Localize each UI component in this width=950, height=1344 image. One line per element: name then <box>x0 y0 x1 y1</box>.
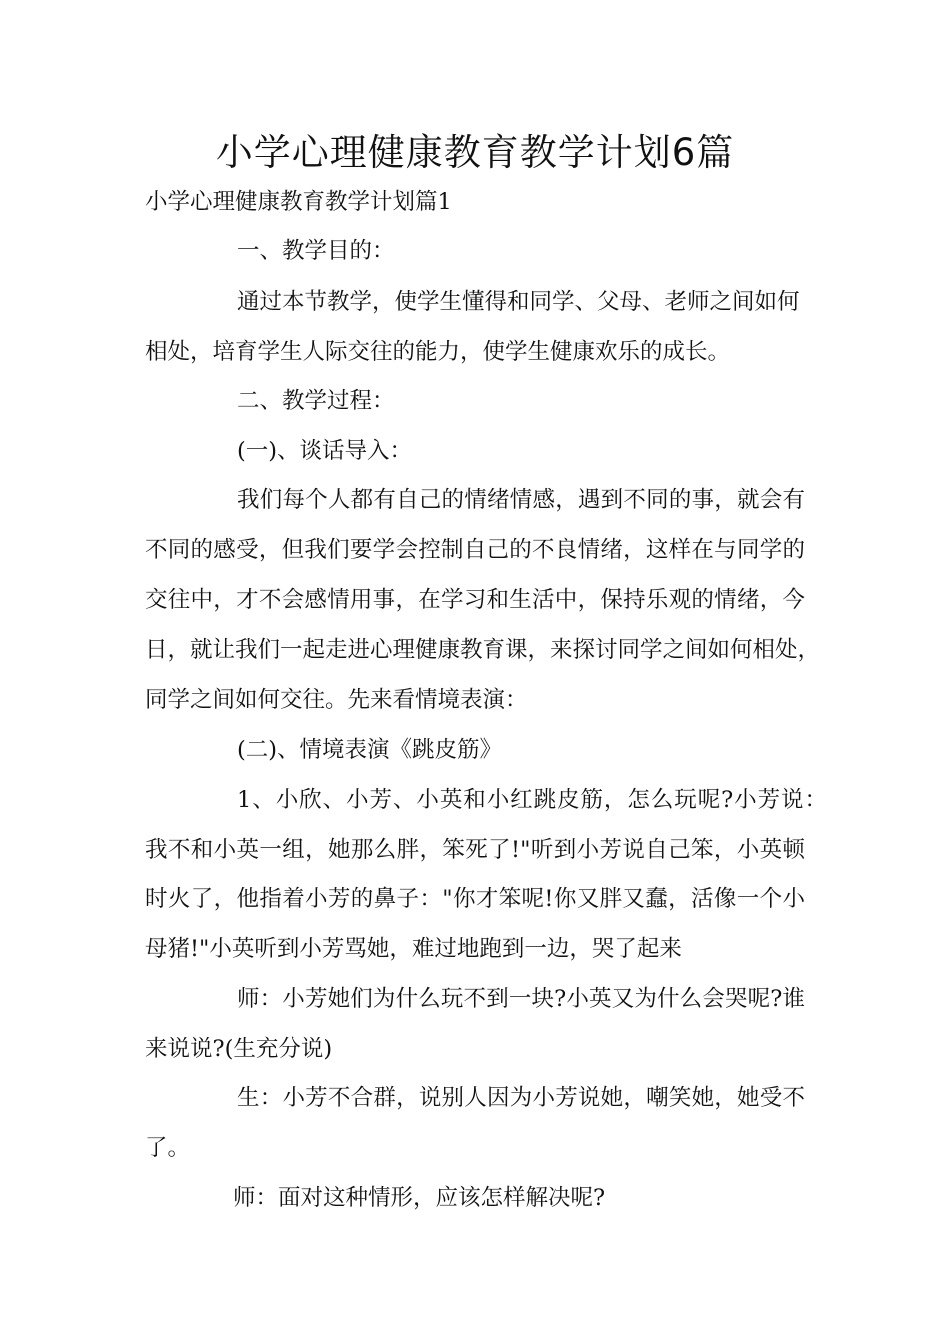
paragraph-line: 了。 <box>145 1135 191 1161</box>
section-heading: 小学心理健康教育教学计划篇1 <box>145 189 452 215</box>
paragraph-line: 我不和小英一组，她那么胖，笨死了!"听到小芳说自己笨，小英顿 <box>145 837 805 863</box>
paragraph-line: 同学之间如何交往。先来看情境表演： <box>145 687 528 713</box>
paragraph-line: 不同的感受，但我们要学会控制自己的不良情绪，这样在与同学的 <box>145 537 805 563</box>
paragraph-line: 日，就让我们一起走进心理健康教育课，来探讨同学之间如何相处， <box>145 637 821 663</box>
paragraph-line: 母猪!"小英听到小芳骂她，难过地跑到一边，哭了起来 <box>145 936 682 962</box>
paragraph-line: 师：小芳她们为什么玩不到一块?小英又为什么会哭呢?谁 <box>237 986 805 1012</box>
paragraph-line: 时火了，他指着小芳的鼻子："你才笨呢!你又胖又蠢，活像一个小 <box>145 886 805 912</box>
paragraph-line: 通过本节教学，使学生懂得和同学、父母、老师之间如何 <box>237 289 800 315</box>
paragraph-line: 相处，培育学生人际交往的能力，使学生健康欢乐的成长。 <box>145 339 731 365</box>
paragraph-line: 生：小芳不合群，说别人因为小芳说她，嘲笑她，她受不 <box>237 1085 805 1111</box>
paragraph-line: 1、小欣、小芳、小英和小红跳皮筋，怎么玩呢?小芳说： <box>237 787 827 813</box>
paragraph-line: 师：面对这种情形，应该怎样解决呢? <box>233 1185 606 1211</box>
paragraph-line: 我们每个人都有自己的情绪情感，遇到不同的事，就会有 <box>237 487 805 513</box>
document-title: 小学心理健康教育教学计划6篇 <box>215 131 735 174</box>
paragraph-line: 交往中，才不会感情用事，在学习和生活中，保持乐观的情绪，今 <box>145 587 805 613</box>
paragraph-line: (二)、情境表演《跳皮筋》 <box>237 737 503 763</box>
paragraph-line: 一、教学目的： <box>237 238 395 264</box>
paragraph-line: 二、教学过程： <box>237 388 395 414</box>
paragraph-line: (一)、谈话导入： <box>237 438 413 464</box>
paragraph-line: 来说说?(生充分说) <box>145 1036 333 1062</box>
